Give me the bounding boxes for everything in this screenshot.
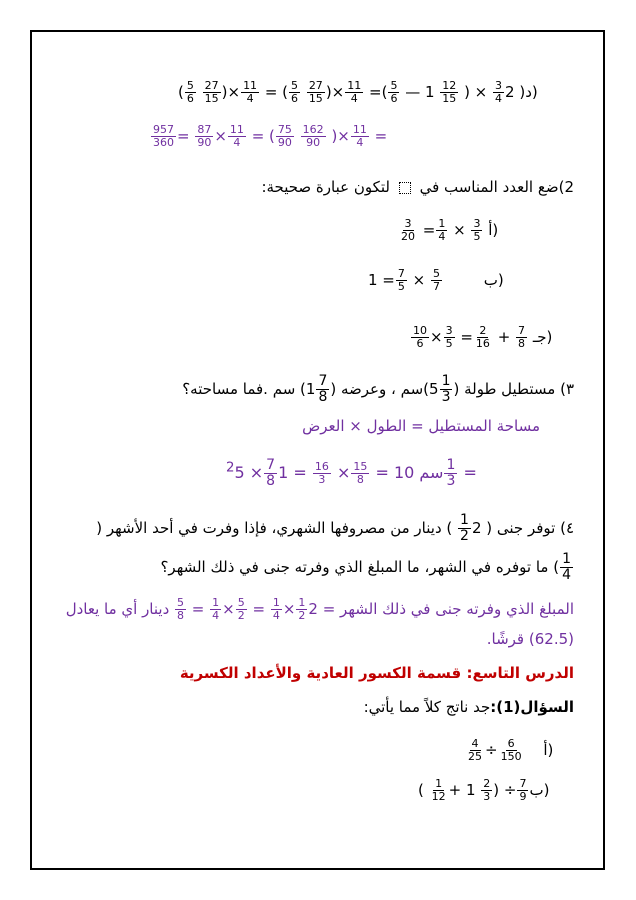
lesson-question: [364, 698, 574, 716]
q1d-line1: ( $\frac{5}{6}$ $\frac{27}{15}$ )× $\frac{11}{4}$ = ( $\frac{5}{6}$ $\frac{27}{15}$ )× $\frac{11}{4}$ =( $\frac{5}{6}$ — 1 $\frac{12}{15}$ ) × $\frac{3}{4}$ 2 )د): [178, 79, 538, 105]
q2b-line: 1 = $\frac{7}{5}$ × $\frac{5}{7}$ ب): [368, 267, 504, 293]
q2c-line: $\frac{10}{6}$ × $\frac{3}{5}$ = $\frac{2}{16}$ + $\frac{7}{8}$ جـ): [413, 324, 553, 350]
lesson-a-line: $\frac{4}{25}$ ÷ $\frac{6}{150}$ أ): [468, 737, 554, 763]
lesson-title: الدرس التاسع: قسمة الكسور العادية والأعداد الكسرية: [179, 664, 574, 682]
q4-line2: $\frac{1}{4}$ ) ما توفره في الشهر، ما المبلغ الذي وفرته جنى في ذلك الشهر؟: [160, 551, 571, 583]
q4-answer2: (62.5) قرشًا.: [486, 630, 574, 648]
lesson-b-label: ب): [529, 781, 550, 799]
q3-result: $^2$ سم 10 = $\frac{15}{8}$ × $\frac{16}{3}$ = 1 $\frac{7}{8}$ × 5 $\frac{1}{3}$ =: [226, 457, 477, 489]
question-number: السؤال(1):: [490, 698, 574, 716]
question-text: جد ناتج كلاً مما يأتي:: [363, 698, 491, 716]
q1d-line2: $\frac{957}{360}$ = $\frac{87}{90}$ × $\frac{11}{4}$ = ( $\frac{75}{90}$ $\frac{162}{90}$ )× $\frac{11}{4}$ =: [153, 123, 388, 149]
q3-rule: مساحة المستطيل = الطول × العرض: [302, 417, 540, 435]
q2b-eq: 1 =: [368, 271, 395, 289]
q2a-label: أ): [488, 221, 499, 239]
q2-title: [261, 178, 574, 196]
q4-line1: ٤) توفر جنى ( 2 $\frac{1}{2}$ ) دينار من مصروفها الشهري، فإذا وفرت في أحد الأشهر (: [96, 512, 574, 544]
q2-title-text: 2)ضع العدد المناسب في: [419, 178, 574, 196]
q4-answer1: المبلغ الذي وفرته جنى في ذلك الشهر = 2 $\frac{1}{2}$ × $\frac{1}{4}$ = $\frac{5}{2}$ × $\frac{1}{4}$ = $\frac{5}{8}$ دينار أي ما يعادل: [65, 596, 574, 622]
blank-box-icon: [399, 182, 411, 194]
q3-text: ٣) مستطيل طولة ( $\frac{1}{3}$ 5)سم ، وعرضه ( $\frac{7}{8}$ 1) سم .فما مساحته؟: [182, 373, 574, 405]
q2-title-end: لتكون عبارة صحيحة:: [261, 178, 390, 196]
q2c-label: جـ): [532, 328, 553, 346]
q2b-label: ب): [483, 271, 504, 289]
q1d-label: د): [525, 83, 538, 101]
q2a-line: $\frac{3}{20}$ = $\frac{1}{4}$ × $\frac{3}{5}$ أ): [401, 217, 499, 243]
lesson-a-label: أ): [543, 741, 554, 759]
lesson-b-line: ( $\frac{1}{12}$ + 1 $\frac{2}{3}$ ) ÷ $\frac{7}{9}$ ب): [418, 777, 550, 803]
